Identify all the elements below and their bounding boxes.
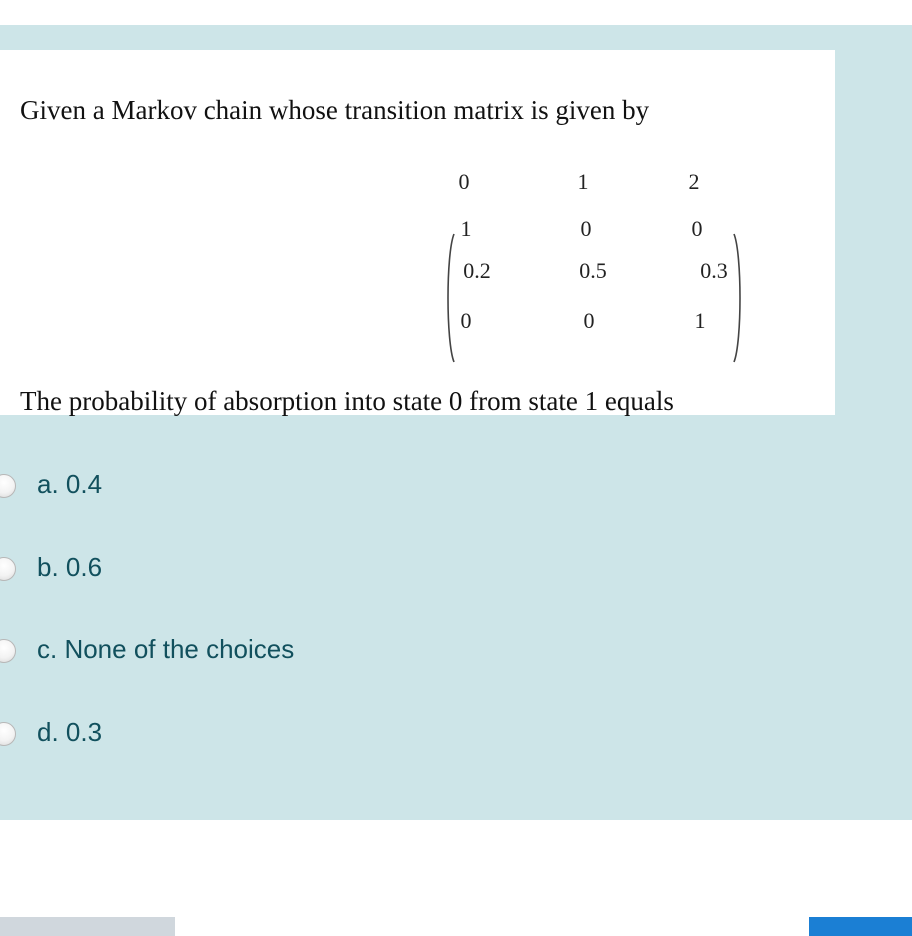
radio-button[interactable] xyxy=(0,722,16,746)
matrix-cell: 0 xyxy=(460,308,472,333)
answer-option-label: c. None of the choices xyxy=(37,634,295,664)
radio-button[interactable] xyxy=(0,557,16,581)
next-button[interactable] xyxy=(809,917,912,936)
question-prompt-text: The probability of absorption into state 0 from state 1 equals xyxy=(20,386,674,416)
matrix-cell: 0 xyxy=(580,216,592,241)
matrix-cell: 0 xyxy=(691,216,703,241)
radio-button[interactable] xyxy=(0,639,16,663)
matrix-cell: 1 xyxy=(694,308,706,333)
radio-button[interactable] xyxy=(0,474,16,498)
matrix-cell: 0.3 xyxy=(700,258,728,283)
previous-button[interactable] xyxy=(0,917,175,936)
matrix-cell: 0.2 xyxy=(463,258,491,283)
answer-option-label: d. 0.3 xyxy=(37,717,103,747)
matrix-cell: 1 xyxy=(460,216,472,241)
matrix-cell: 0 xyxy=(583,308,595,333)
matrix-col-label: 2 xyxy=(688,169,700,194)
answer-option-label: a. 0.4 xyxy=(37,469,103,499)
matrix-cell: 0.5 xyxy=(579,258,607,283)
question-panel xyxy=(0,25,912,820)
answer-option-label: b. 0.6 xyxy=(37,552,103,582)
matrix-left-bracket xyxy=(442,232,458,364)
matrix-col-label: 0 xyxy=(458,169,470,194)
matrix-right-bracket xyxy=(730,232,746,364)
matrix-col-label: 1 xyxy=(577,169,589,194)
question-intro-text: Given a Markov chain whose transition matrix is given by xyxy=(20,95,650,125)
question-card xyxy=(0,50,835,415)
